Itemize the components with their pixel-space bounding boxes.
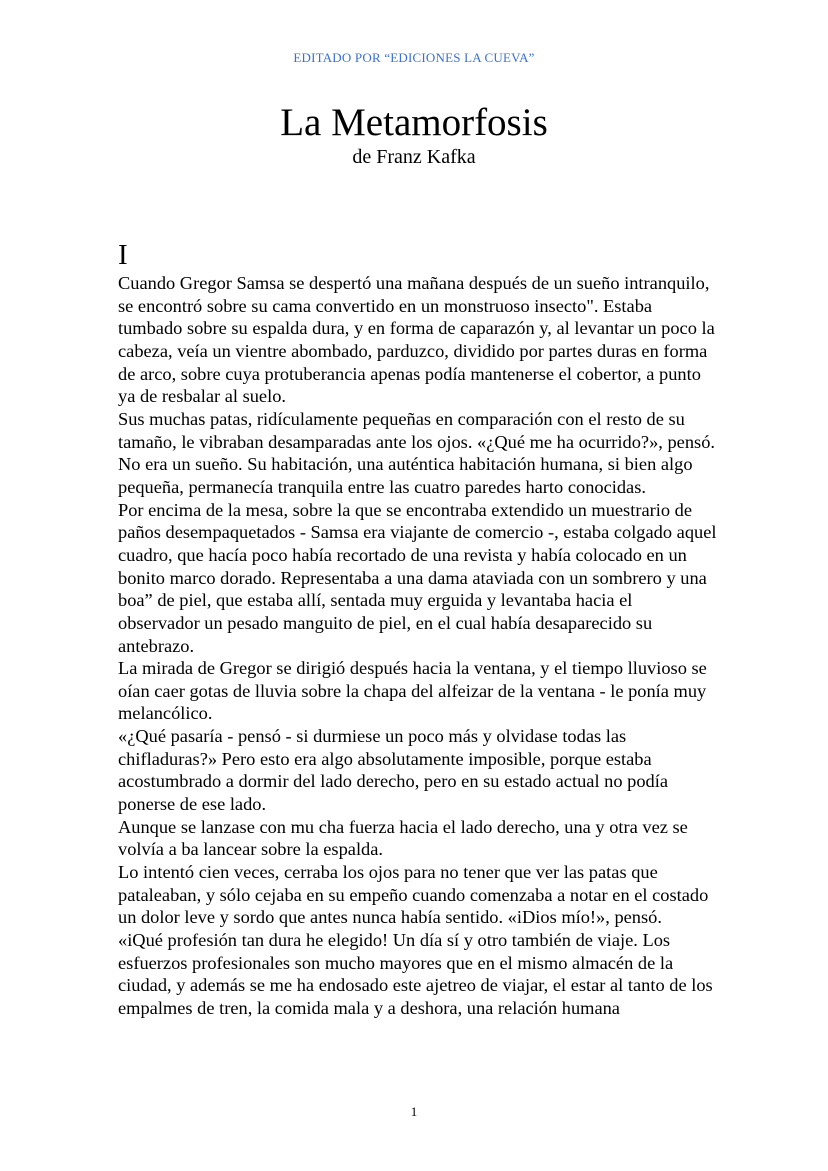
paragraph: «¿Qué pasaría - pensó - si durmiese un poco más y olvidase todas las chifladuras?» Pero esto era algo absolutamente imposible, porque estaba acostumbrado a dormir del lado derecho, pero en su estado actual no podía ponerse de ese lado. xyxy=(118,726,668,815)
edition-note: EDITADO POR “EDICIONES LA CUEVA” xyxy=(293,50,535,65)
book-title: La Metamorfosis xyxy=(280,101,548,144)
chapter-heading: I xyxy=(118,239,128,271)
page-number: 1 xyxy=(410,1104,418,1119)
paragraph: Lo intentó cien veces, cerraba los ojos para no tener que ver las patas que pataleaban, y sólo cejaba en su empeño cuando comenzaba a notar en el costado un dolor leve y sordo que antes nunca había sentido. «iDios mío!», pensó. xyxy=(118,862,709,928)
paragraph: Sus muchas patas, ridículamente pequeñas en comparación con el resto de su tamaño, le vibraban desamparadas ante los ojos. «¿Qué me ha ocurrido?», pensó. No era un sueño. Su habitación, una auténtica habitación humana, si bien algo pequeña, permanecía tranquila entre las cuatro paredes harto conocidas. xyxy=(118,408,715,497)
author-line: de Franz Kafka xyxy=(352,146,476,168)
chapter-body xyxy=(118,272,718,1020)
paragraph: Aunque se lanzase con mu cha fuerza hacia el lado derecho, una y otra vez se volvía a ba lancear sobre la espalda. xyxy=(118,816,688,860)
paragraph: «iQué profesión tan dura he elegido! Un día sí y otro también de viaje. Los esfuerzos profesionales son mucho mayores que en el mismo almacén de la ciudad, y además se me ha endosado este ajetreo de viajar, el estar al tanto de los empalmes de tren, la comida mala y a deshora, una relación humana xyxy=(118,930,713,1018)
paragraph: La mirada de Gregor se dirigió después hacia la ventana, y el tiempo lluvioso se oían caer gotas de lluvia sobre la chapa del alfeizar de la ventana - le ponía muy melancólico. xyxy=(118,658,707,724)
paragraph: Cuando Gregor Samsa se despertó una mañana después de un sueño intranquilo, se encontró sobre su cama convertido en un monstruoso insecto". Estaba tumbado sobre su espalda dura, y en forma de caparazón y, al levantar un poco la cabeza, veía un vientre abombado, parduzco, dividido por partes duras en forma de arco, sobre cuya protuberancia apenas podía mantenerse el cobertor, a punto ya de resbalar al suelo. xyxy=(118,273,715,407)
paragraph: Por encima de la mesa, sobre la que se encontraba extendido un muestrario de paños desempaquetados - Samsa era viajante de comercio -, estaba colgado aquel cuadro, que hacía poco había recortado de una revista y había colocado en un bonito marco dorado. Representaba a una dama ataviada con un sombrero y una boa” de piel, que estaba allí, sentada muy erguida y levantaba hacia el observador un pesado manguito de piel, en el cual había desaparecido su antebrazo. xyxy=(118,499,717,656)
